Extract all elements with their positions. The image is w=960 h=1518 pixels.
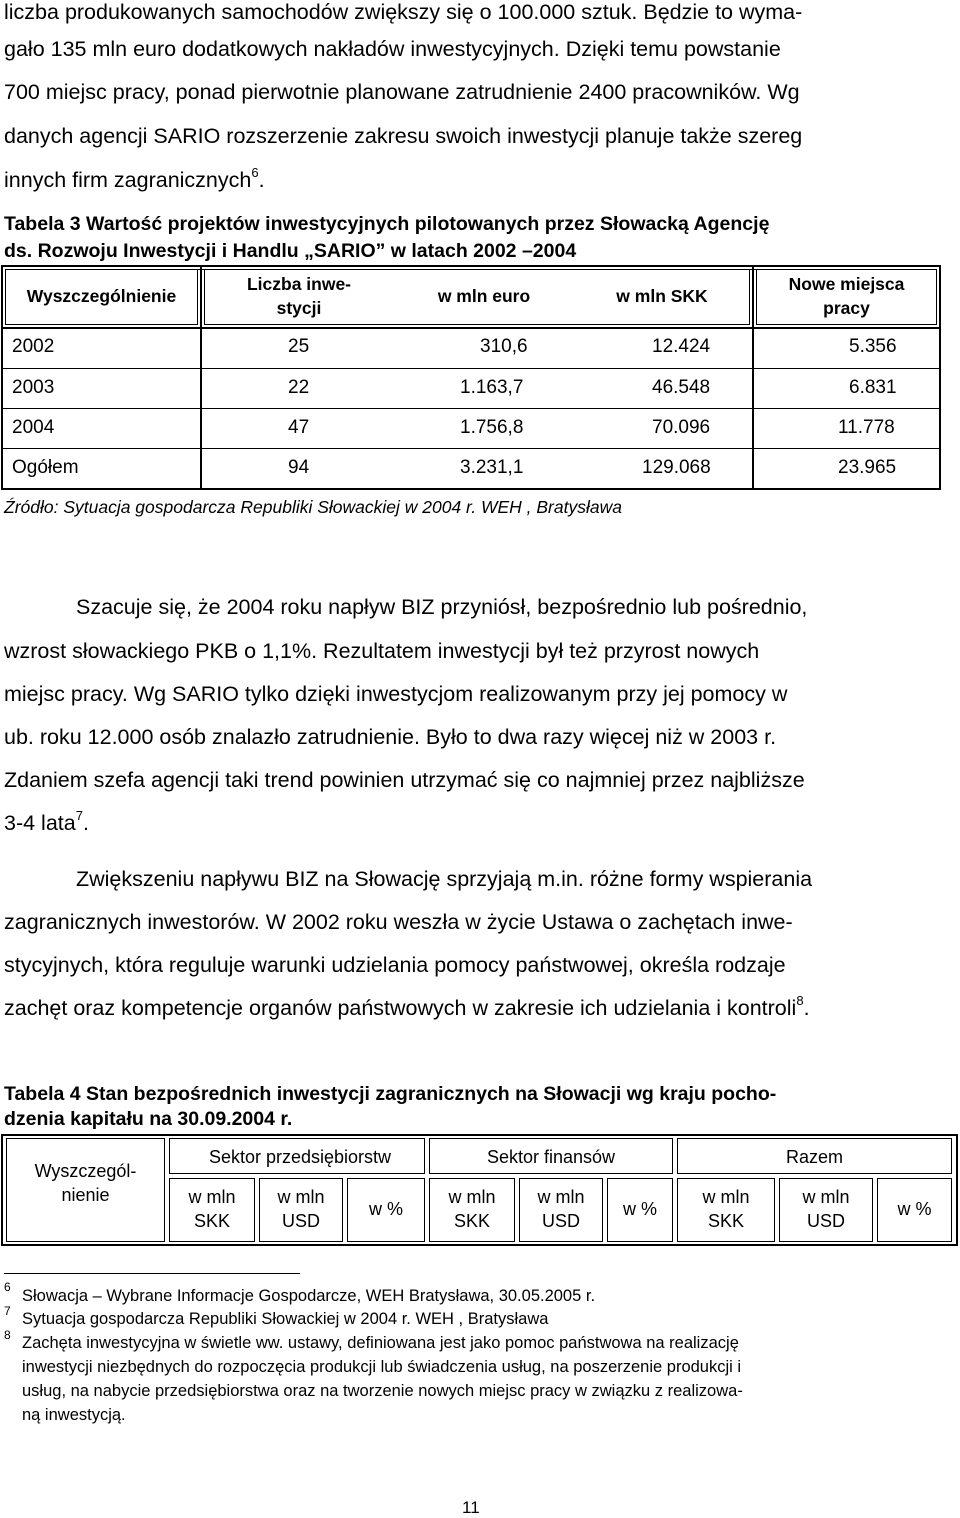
body-line: liczba produkowanych samochodów zwiększy się o 100.000 sztuk. Będzie to wyma- <box>4 0 803 24</box>
header-line: SKK <box>453 1211 491 1231</box>
header-line: SKK <box>193 1211 231 1231</box>
header-line: w mln <box>802 1187 850 1207</box>
page-number: 11 <box>462 1498 480 1517</box>
table4-sub-skk <box>677 1185 775 1233</box>
row-skk: 46.548 <box>652 377 711 398</box>
footnote-ref: 7 <box>75 808 83 823</box>
body-text: innych firm zagranicznych <box>4 168 252 192</box>
table4-group-enterprise: Sektor przedsiębiorstw <box>208 1147 392 1167</box>
footnote-separator <box>4 1273 300 1274</box>
table4-sub-skk <box>429 1185 515 1233</box>
row-jobs: 23.965 <box>838 457 897 478</box>
header-line: pracy <box>823 298 870 318</box>
table3-header-jobs <box>756 272 937 320</box>
footnote-text: inwestycji niezbędnych do rozpoczęcia produkcji lub świadczenia usług, na poszerzenie produkcji i <box>22 1358 742 1376</box>
row-skk: 129.068 <box>642 457 711 478</box>
line-end: . <box>82 811 89 835</box>
table4-caption: dzenia kapitału na 30.09.2004 r. <box>4 1108 293 1130</box>
header-line: USD <box>281 1211 320 1231</box>
footnote-text: Zachęta inwestycyjna w świetle ww. ustawy, definiowana jest jako pomoc państwowa na realizację <box>22 1334 739 1352</box>
footnote-ref: 6 <box>251 165 259 180</box>
table4-group-total: Razem <box>785 1147 843 1167</box>
body-text: zachęt oraz kompetencje organów państwowych w zakresie ich udzielania i kontroli <box>4 996 797 1020</box>
footnote-ref: 8 <box>796 993 804 1008</box>
header-line: w mln <box>448 1187 496 1207</box>
row-jobs: 5.356 <box>849 336 897 357</box>
row-skk: 12.424 <box>652 336 711 357</box>
table3-source: Źródło: Sytuacja gospodarcza Republiki Słowackiej w 2004 r. WEH , Bratysława <box>4 497 622 517</box>
header-line: w mln <box>188 1187 236 1207</box>
footnote-text: ną inwestycją. <box>22 1406 126 1424</box>
row-skk: 70.096 <box>652 417 711 438</box>
line-end: . <box>258 168 265 192</box>
footnote-text: Sytuacja gospodarcza Republiki Słowackiej w 2004 r. WEH , Bratysława <box>22 1310 549 1328</box>
table4-sub-pct: w % <box>622 1199 657 1219</box>
header-line: USD <box>541 1211 580 1231</box>
body-line: gało 135 mln euro dodatkowych nakładów inwestycyjnych. Dzięki temu powstanie <box>4 37 781 61</box>
header-line: Liczba inwe- <box>246 274 352 294</box>
footnote-number: 6 <box>4 1280 11 1294</box>
body-line: ub. roku 12.000 osób znalazło zatrudnienie. Było to dwa razy więcej niż w 2003 r. <box>4 725 777 749</box>
row-eur: 310,6 <box>480 336 528 357</box>
header-line: stycji <box>276 298 322 318</box>
table3-header-count <box>204 272 394 320</box>
row-count: 22 <box>288 377 310 398</box>
row-count: 25 <box>288 336 310 357</box>
table4-caption: Tabela 4 Stan bezpośrednich inwestycji zagranicznych na Słowacji wg kraju pocho- <box>4 1083 777 1105</box>
line-end: . <box>803 996 810 1020</box>
row-label: 2004 <box>12 417 55 438</box>
row-label: 2002 <box>12 336 55 357</box>
row-jobs: 11.778 <box>838 417 895 438</box>
header-line: USD <box>806 1211 845 1231</box>
header-line: w mln <box>277 1187 325 1207</box>
table3-caption: Tabela 3 Wartość projektów inwestycyjnych pilotowanych przez Słowacką Agencję <box>4 213 770 235</box>
row-eur: 3.231,1 <box>460 457 524 478</box>
footnote-text: usług, na nabycie przedsiębiorstwa oraz na tworzenie nowych miejsc pracy w związku z realizowa- <box>22 1382 743 1400</box>
table4-group-finance: Sektor finansów <box>486 1147 616 1167</box>
header-line: w mln <box>702 1187 750 1207</box>
header-line: Wyszczegól- <box>34 1161 137 1181</box>
table4-sub-pct: w % <box>368 1199 403 1219</box>
footnote-number: 7 <box>4 1304 11 1318</box>
table3-caption: ds. Rozwoju Inwestycji i Handlu „SARIO” w latach 2002 –2004 <box>4 240 577 262</box>
header-line: SKK <box>707 1211 745 1231</box>
table4-sub-skk <box>169 1185 255 1233</box>
header-line: nienie <box>61 1185 110 1205</box>
body-line: danych agencji SARIO rozszerzenie zakresu swoich inwestycji planuje także szereg <box>4 124 803 148</box>
body-line <box>4 808 89 836</box>
table3-header-item: Wyszczególnienie <box>26 286 177 306</box>
body-line <box>4 993 810 1021</box>
body-line: miejsc pracy. Wg SARIO tylko dzięki inwestycjom realizowanym przy jej pomocy w <box>4 682 788 706</box>
row-count: 47 <box>288 417 310 438</box>
row-jobs: 6.831 <box>849 377 897 398</box>
row-label: 2003 <box>12 377 55 398</box>
body-line: zagranicznych inwestorów. W 2002 roku weszła w życie Ustawa o zachętach inwe- <box>4 910 793 934</box>
table4-sub-usd <box>779 1185 873 1233</box>
row-count: 94 <box>288 457 310 478</box>
header-line: w mln <box>537 1187 585 1207</box>
row-eur: 1.163,7 <box>460 377 524 398</box>
footnote-number: 8 <box>4 1328 11 1342</box>
header-line: Nowe miejsca <box>788 274 905 294</box>
table4-header-item <box>6 1159 165 1207</box>
table4-sub-usd <box>519 1185 603 1233</box>
body-line <box>4 165 265 193</box>
footnote-text: Słowacja – Wybrane Informacje Gospodarcze, WEH Bratysława, 30.05.2005 r. <box>22 1287 596 1305</box>
body-line: wzrost słowackiego PKB o 1,1%. Rezultatem inwestycji był też przyrost nowych <box>4 639 760 663</box>
table3-header-eur: w mln euro <box>437 286 531 306</box>
body-line: Szacuje się, że 2004 roku napływ BIZ przyniósł, bezpośrednio lub pośrednio, <box>76 595 808 619</box>
row-label: Ogółem <box>12 457 79 478</box>
body-text: 3-4 lata <box>4 811 76 835</box>
table3-header-skk: w mln SKK <box>616 286 708 306</box>
table4-sub-pct: w % <box>897 1199 932 1219</box>
row-eur: 1.756,8 <box>460 417 524 438</box>
table4-sub-usd <box>259 1185 343 1233</box>
body-line: Zwiększeniu napływu BIZ na Słowację sprzyjają m.in. różne formy wspierania <box>76 867 813 891</box>
body-line: stycyjnych, która reguluje warunki udzielania pomocy państwowej, określa rodzaje <box>4 953 786 977</box>
body-line: Zdaniem szefa agencji taki trend powinien utrzymać się co najmniej przez najbliższe <box>4 768 805 792</box>
body-line: 700 miejsc pracy, ponad pierwotnie planowane zatrudnienie 2400 pracowników. Wg <box>4 80 800 104</box>
